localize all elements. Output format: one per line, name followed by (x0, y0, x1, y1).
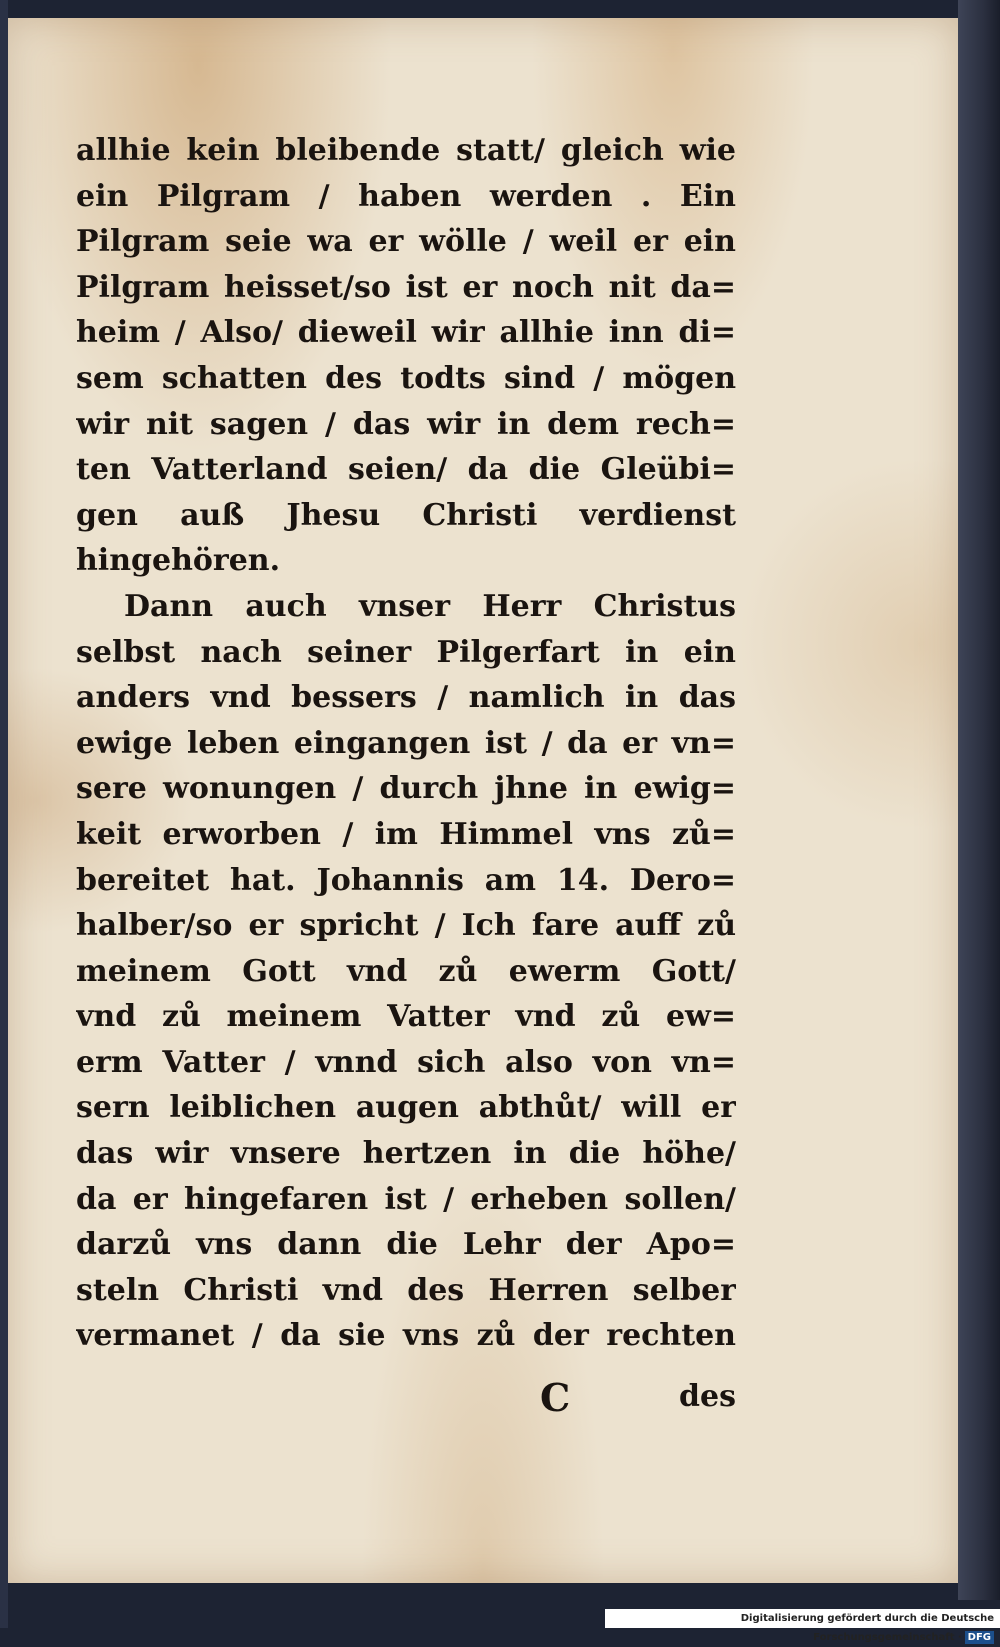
text-line: sem schatten des todts sind / mögen (76, 360, 736, 396)
text-line: meinem Gott vnd zů ewerm Gott/ (76, 953, 736, 989)
text-line: gen auß Jhesu Christi verdienst (76, 497, 736, 533)
text-line: vermanet / da sie vns zů der rechten (76, 1318, 736, 1354)
signature-mark: C (540, 1375, 571, 1420)
page-text-block (76, 128, 736, 1359)
text-line: sern leiblichen augen abthůt/ will er (76, 1090, 736, 1126)
text-line: darzů vns dann die Lehr der Apo= (76, 1227, 736, 1263)
text-line: wir nit sagen / das wir in dem rech= (76, 406, 736, 442)
dfg-logo: DFG (965, 1631, 994, 1644)
text-line: da er hingefaren ist / erheben sollen/ (76, 1181, 736, 1217)
text-line: halber/so er spricht / Ich fare auff zů (76, 908, 736, 944)
text-line: ein Pilgram / haben werden . Ein (76, 178, 736, 214)
text-line: hingehören. (76, 543, 281, 579)
text-line: Pilgram heisset/so ist er noch nit da= (76, 269, 736, 305)
text-line: heim / Also/ dieweil wir allhie inn di= (76, 315, 736, 351)
text-line: erm Vatter / vnnd sich also von vn= (76, 1044, 736, 1080)
text-line: selbst nach seiner Pilgerfart in ein (76, 634, 736, 670)
text-line: allhie kein bleibende statt/ gleich wie (76, 133, 736, 168)
text-line: ten Vatterland seien/ da die Gleübi= (76, 452, 736, 488)
credit-text: Digitalisierung gefördert durch die Deutsche Forschungsgemeinschaft · (740, 1613, 994, 1643)
text-line: bereitet hat. Johannis am 14. Dero= (76, 862, 736, 898)
text-line: ewige leben eingangen ist / da er vn= (76, 725, 736, 761)
digitization-credit-bar (605, 1609, 1000, 1643)
text-line: keit erworben / im Himmel vns zů= (76, 816, 736, 852)
text-line: Pilgram seie wa er wölle / weil er ein (76, 224, 736, 260)
scan-background-left (0, 0, 8, 1628)
catchword: des (679, 1379, 736, 1414)
text-line: vnd zů meinem Vatter vnd zů ew= (76, 999, 736, 1035)
text-line: anders vnd bessers / namlich in das (76, 680, 736, 716)
scan-background-right (958, 0, 1000, 1600)
text-line: das wir vnsere hertzen in die höhe/ (76, 1136, 736, 1172)
paragraph-start-line: Dann auch vnser Herr Christus (124, 588, 736, 624)
page-foot (76, 1375, 736, 1420)
text-line: sere wonungen / durch jhne in ewig= (76, 771, 736, 807)
text-line: steln Christi vnd des Herren selber (76, 1272, 736, 1308)
